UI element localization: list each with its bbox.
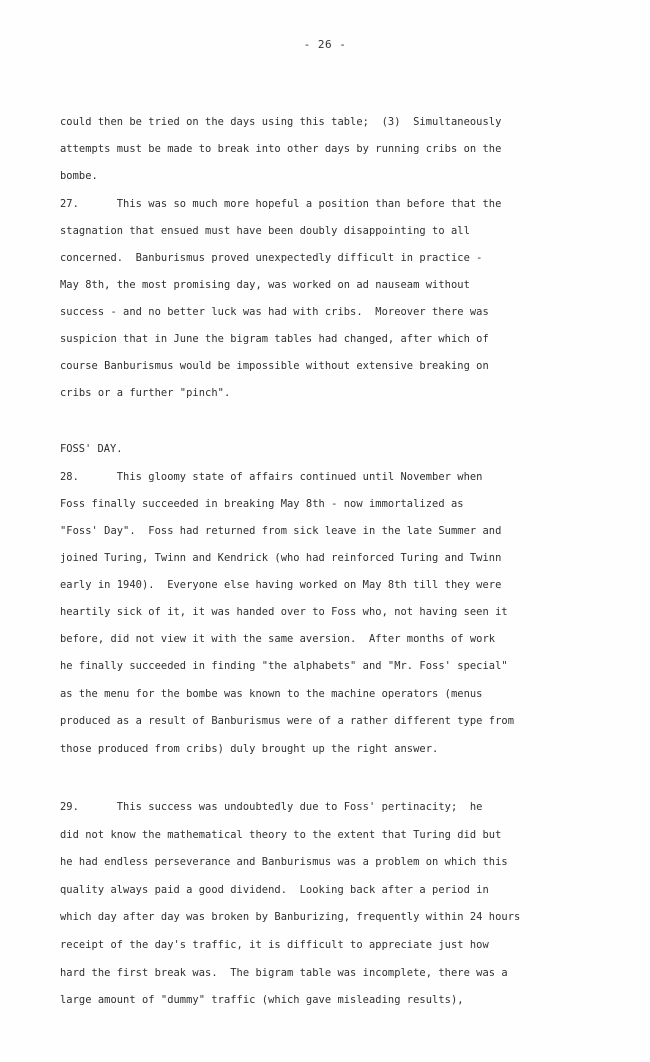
- paragraph-27-line: suspicion that in June the bigram tables had changed, after which of: [60, 333, 489, 345]
- paragraph-28-line: those produced from cribs) duly brought up the right answer.: [60, 743, 439, 755]
- paragraph-27-line: May 8th, the most promising day, was worked on ad nauseam without: [60, 279, 470, 291]
- paragraph-29-line: quality always paid a good dividend. Looking back after a period in: [60, 884, 489, 896]
- paragraph-28-line: Foss finally succeeded in breaking May 8th - now immortalized as: [60, 498, 464, 510]
- paragraph-27-line: stagnation that ensued must have been doubly disappointing to all: [60, 225, 470, 237]
- paragraph-29-line: did not know the mathematical theory to the extent that Turing did but: [60, 829, 502, 841]
- paragraph-29-line: 29. This success was undoubtedly due to Foss' pertinacity; he: [60, 801, 483, 813]
- paragraph-28-line: joined Turing, Twinn and Kendrick (who had reinforced Turing and Twinn: [60, 552, 502, 564]
- paragraph-28-line: as the menu for the bombe was known to the machine operators (menus: [60, 688, 483, 700]
- paragraph-27-line: cribs or a further "pinch".: [60, 387, 231, 399]
- paragraph-29-line: hard the first break was. The bigram table was incomplete, there was a: [60, 967, 508, 979]
- paragraph-28-line: he finally succeeded in finding "the alphabets" and "Mr. Foss' special": [60, 660, 508, 672]
- page-number: - 26 -: [303, 38, 347, 51]
- text-line: bombe.: [60, 170, 98, 182]
- paragraph-28-line: 28. This gloomy state of affairs continued until November when: [60, 471, 483, 483]
- paragraph-27-line: concerned. Banburismus proved unexpectedly difficult in practice -: [60, 252, 483, 264]
- paragraph-28-line: produced as a result of Banburismus were of a rather different type from: [60, 715, 515, 727]
- paragraph-29-line: he had endless perseverance and Banburismus was a problem on which this: [60, 856, 508, 868]
- section-heading: FOSS' DAY.: [60, 443, 123, 455]
- paragraph-27-line: course Banburismus would be impossible without extensive breaking on: [60, 360, 489, 372]
- paragraph-29-line: large amount of "dummy" traffic (which gave misleading results),: [60, 994, 464, 1006]
- paragraph-27-line: success - and no better luck was had with cribs. Moreover there was: [60, 306, 489, 318]
- paragraph-28-line: heartily sick of it, it was handed over to Foss who, not having seen it: [60, 606, 508, 618]
- text-line: attempts must be made to break into other days by running cribs on the: [60, 143, 502, 155]
- paragraph-28-line: early in 1940). Everyone else having worked on May 8th till they were: [60, 579, 502, 591]
- paragraph-29-line: receipt of the day's traffic, it is difficult to appreciate just how: [60, 939, 489, 951]
- paragraph-27-line: 27. This was so much more hopeful a position than before that the: [60, 198, 502, 210]
- paragraph-28-line: before, did not view it with the same aversion. After months of work: [60, 633, 496, 645]
- paragraph-28-line: "Foss' Day". Foss had returned from sick leave in the late Summer and: [60, 525, 502, 537]
- paragraph-29-line: which day after day was broken by Banburizing, frequently within 24 hours: [60, 911, 521, 923]
- text-line: could then be tried on the days using this table; (3) Simultaneously: [60, 116, 502, 128]
